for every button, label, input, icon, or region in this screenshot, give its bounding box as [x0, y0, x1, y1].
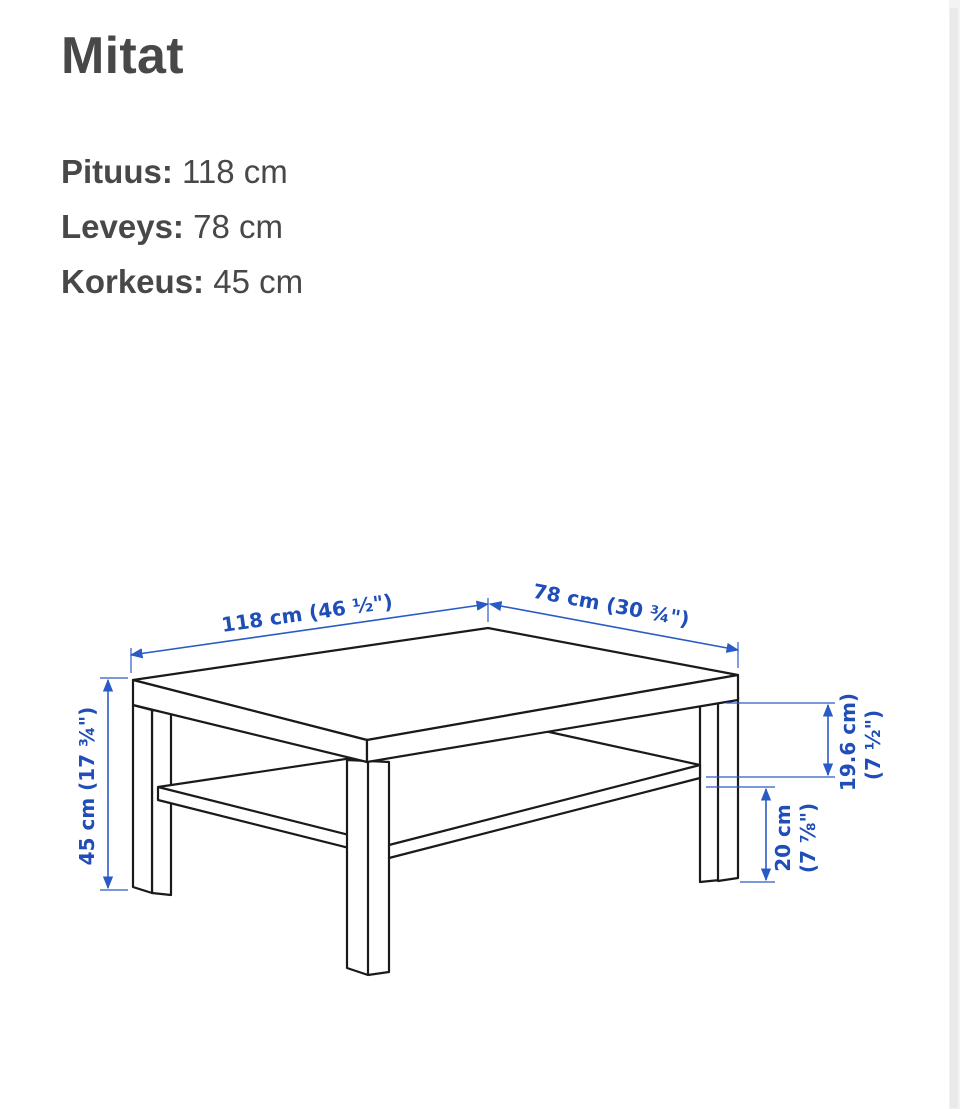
shelf-height-in-label: (7 ⅞")	[796, 802, 820, 874]
top-gap-cm-label: 19.6 cm)	[836, 692, 860, 792]
spec-width-value: 78 cm	[193, 208, 283, 245]
scrollbar-thumb[interactable]	[950, 8, 958, 1108]
spec-height-label: Korkeus:	[61, 263, 205, 300]
height-dimension-label: 45 cm (17 ¾")	[75, 706, 99, 866]
top-gap-in-label: (7 ½")	[861, 709, 885, 781]
table-leg-right	[718, 697, 738, 881]
spec-width-label: Leveys:	[61, 208, 184, 245]
shelf-height-cm-label: 20 cm	[771, 804, 795, 872]
table-leg-front-left	[133, 705, 152, 893]
dimension-height	[75, 678, 128, 890]
length-dimension-label: 118 cm (46 ½")	[219, 589, 395, 637]
page-title: Mitat	[61, 27, 184, 85]
width-dimension-label: 78 cm (30 ¾")	[531, 578, 692, 632]
spec-length-value: 118 cm	[182, 153, 288, 190]
coffee-table-drawing	[133, 628, 738, 975]
spec-height-value: 45 cm	[213, 263, 304, 300]
spec-length-label: Pituus:	[61, 153, 173, 190]
